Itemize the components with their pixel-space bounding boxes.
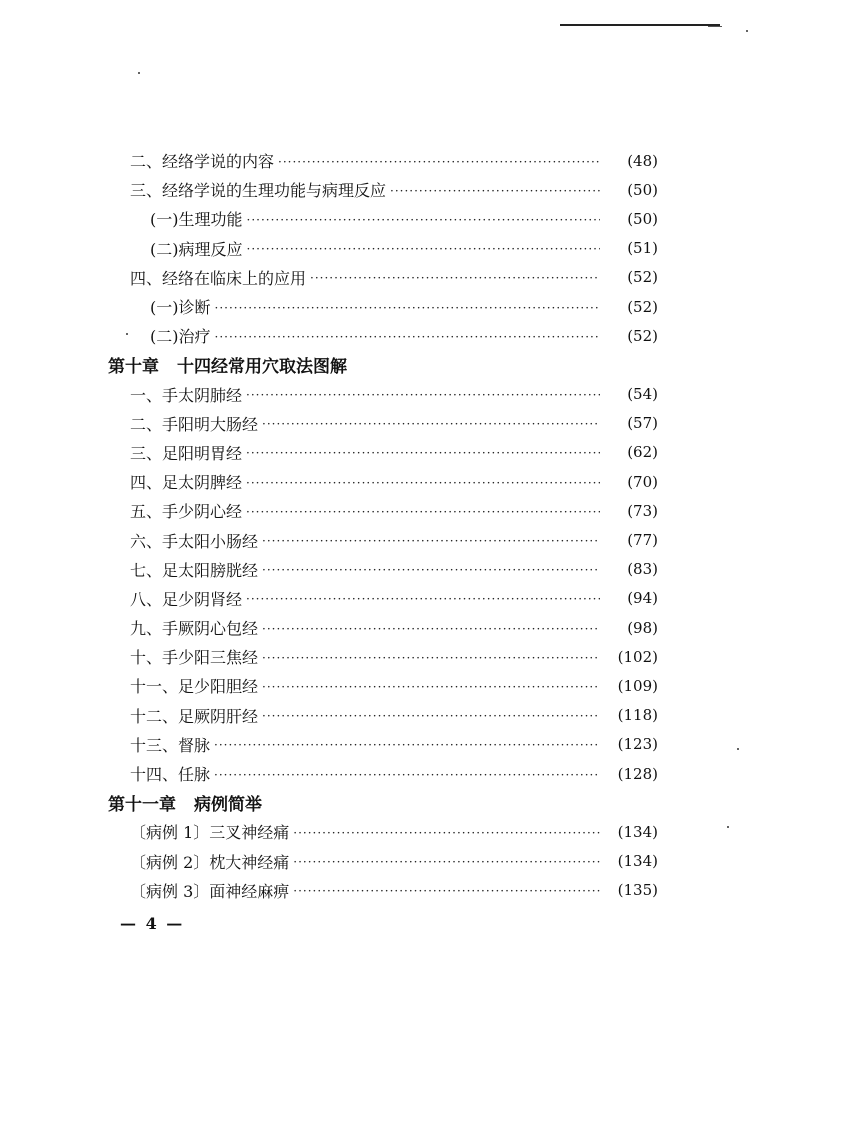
chapter-number: 第十章 xyxy=(108,357,159,378)
toc-entry-page: (123) xyxy=(617,735,658,754)
chapter-number: 第十一章 xyxy=(108,795,176,816)
dot-leader xyxy=(293,826,600,840)
toc-entry-page: (52) xyxy=(627,326,658,345)
toc-entry-page: (98) xyxy=(627,618,658,637)
dot-leader xyxy=(262,417,600,431)
chapter-title: 十四经常用穴取法图解 xyxy=(177,357,347,378)
dot-leader xyxy=(390,184,600,198)
toc-entry xyxy=(108,613,658,642)
scan-speck xyxy=(746,30,748,32)
toc-entry-page: (102) xyxy=(617,647,658,666)
toc-entry-label: 十、手少阳三焦经 xyxy=(130,648,259,668)
table-of-contents xyxy=(108,146,658,905)
toc-entry-label: 十一、足少阳胆经 xyxy=(130,677,259,697)
toc-entry-label: 四、经络在临床上的应用 xyxy=(130,268,307,288)
dot-leader xyxy=(246,505,600,519)
toc-entry-label: (一)诊断 xyxy=(150,298,211,318)
toc-entry xyxy=(108,584,658,613)
toc-entry-page: (70) xyxy=(627,472,658,491)
toc-entry-label: 九、手厥阴心包经 xyxy=(130,619,259,639)
toc-entry-page: (50) xyxy=(627,180,658,199)
toc-entry xyxy=(108,292,658,321)
dot-leader xyxy=(310,271,600,285)
toc-entry-page: (134) xyxy=(617,822,658,841)
toc-entry-page: (51) xyxy=(627,239,658,258)
toc-entry-label: 十三、督脉 xyxy=(130,735,211,755)
toc-entry xyxy=(108,525,658,554)
toc-entry-page: (118) xyxy=(617,706,658,725)
dot-leader xyxy=(293,884,600,898)
toc-entry xyxy=(108,730,658,759)
toc-entry xyxy=(108,876,658,905)
toc-entry-page: (83) xyxy=(627,560,658,579)
dot-leader xyxy=(262,622,600,636)
dot-leader xyxy=(262,563,600,577)
toc-entry-label: (二)治疗 xyxy=(150,327,211,347)
toc-entry xyxy=(108,438,658,467)
scan-speck xyxy=(727,826,729,828)
dot-leader xyxy=(215,330,601,344)
toc-entry xyxy=(108,263,658,292)
toc-entry-page: (135) xyxy=(617,881,658,900)
toc-entry-page: (62) xyxy=(627,443,658,462)
toc-chapter-heading xyxy=(108,350,658,379)
toc-entry-label: 一、手太阴肺经 xyxy=(130,385,243,405)
toc-entry-label: (一)生理功能 xyxy=(150,210,243,230)
toc-entry xyxy=(108,496,658,525)
page-number: — 4 — xyxy=(120,914,185,933)
toc-entry-page: (128) xyxy=(617,764,658,783)
toc-entry-label: 十二、足厥阴肝经 xyxy=(130,706,259,726)
toc-entry-label: 二、经络学说的内容 xyxy=(130,152,275,172)
toc-entry-label: (二)病理反应 xyxy=(150,239,243,259)
toc-entry-page: (73) xyxy=(627,501,658,520)
dot-leader xyxy=(246,592,600,606)
toc-entry-label: 〔病例 2〕枕大神经痛 xyxy=(130,852,290,872)
top-rule xyxy=(560,24,720,26)
toc-entry-label: 十四、任脉 xyxy=(130,765,211,785)
dot-leader xyxy=(246,476,600,490)
toc-entry-page: (54) xyxy=(627,385,658,404)
toc-entry xyxy=(108,204,658,233)
toc-entry xyxy=(108,467,658,496)
toc-entry-label: 〔病例 3〕面神经麻痹 xyxy=(130,881,290,901)
toc-entry-label: 五、手少阴心经 xyxy=(130,502,243,522)
toc-entry-page: (134) xyxy=(617,852,658,871)
toc-entry-label: 七、足太阳膀胱经 xyxy=(130,560,259,580)
toc-entry xyxy=(108,847,658,876)
dot-leader xyxy=(246,446,600,460)
toc-entry-label: 三、足阳明胃经 xyxy=(130,443,243,463)
toc-entry xyxy=(108,380,658,409)
top-rule-tail xyxy=(708,26,722,27)
toc-entry-page: (52) xyxy=(627,297,658,316)
toc-entry-label: 四、足太阴脾经 xyxy=(130,473,243,493)
dot-leader xyxy=(247,242,601,256)
dot-leader xyxy=(262,534,600,548)
dot-leader xyxy=(247,213,601,227)
dot-leader xyxy=(278,155,600,169)
toc-entry xyxy=(108,701,658,730)
toc-entry-page: (57) xyxy=(627,414,658,433)
dot-leader xyxy=(262,709,600,723)
toc-entry-label: 〔病例 1〕三叉神经痛 xyxy=(130,823,290,843)
toc-entry xyxy=(108,234,658,263)
toc-entry-page: (94) xyxy=(627,589,658,608)
dot-leader xyxy=(246,388,600,402)
toc-entry xyxy=(108,671,658,700)
toc-entry-page: (48) xyxy=(627,151,658,170)
toc-entry-label: 二、手阳明大肠经 xyxy=(130,414,259,434)
toc-entry-page: (52) xyxy=(627,268,658,287)
toc-entry xyxy=(108,146,658,175)
dot-leader xyxy=(293,855,600,869)
toc-entry xyxy=(108,321,658,350)
toc-entry xyxy=(108,175,658,204)
toc-entry xyxy=(108,817,658,846)
dot-leader xyxy=(262,651,600,665)
toc-entry-label: 六、手太阳小肠经 xyxy=(130,531,259,551)
toc-entry-page: (77) xyxy=(627,531,658,550)
scan-speck xyxy=(138,72,140,74)
scan-speck xyxy=(737,748,739,750)
toc-entry-label: 八、足少阴肾经 xyxy=(130,589,243,609)
toc-entry xyxy=(108,759,658,788)
dot-leader xyxy=(262,680,600,694)
dot-leader xyxy=(215,301,601,315)
toc-chapter-heading xyxy=(108,788,658,817)
toc-entry-label: 三、经络学说的生理功能与病理反应 xyxy=(130,181,387,201)
toc-entry xyxy=(108,555,658,584)
toc-entry xyxy=(108,642,658,671)
toc-entry-page: (50) xyxy=(627,209,658,228)
toc-entry xyxy=(108,409,658,438)
toc-entry-page: (109) xyxy=(617,676,658,695)
dot-leader xyxy=(214,738,600,752)
chapter-title: 病例简举 xyxy=(194,795,262,816)
dot-leader xyxy=(214,768,600,782)
